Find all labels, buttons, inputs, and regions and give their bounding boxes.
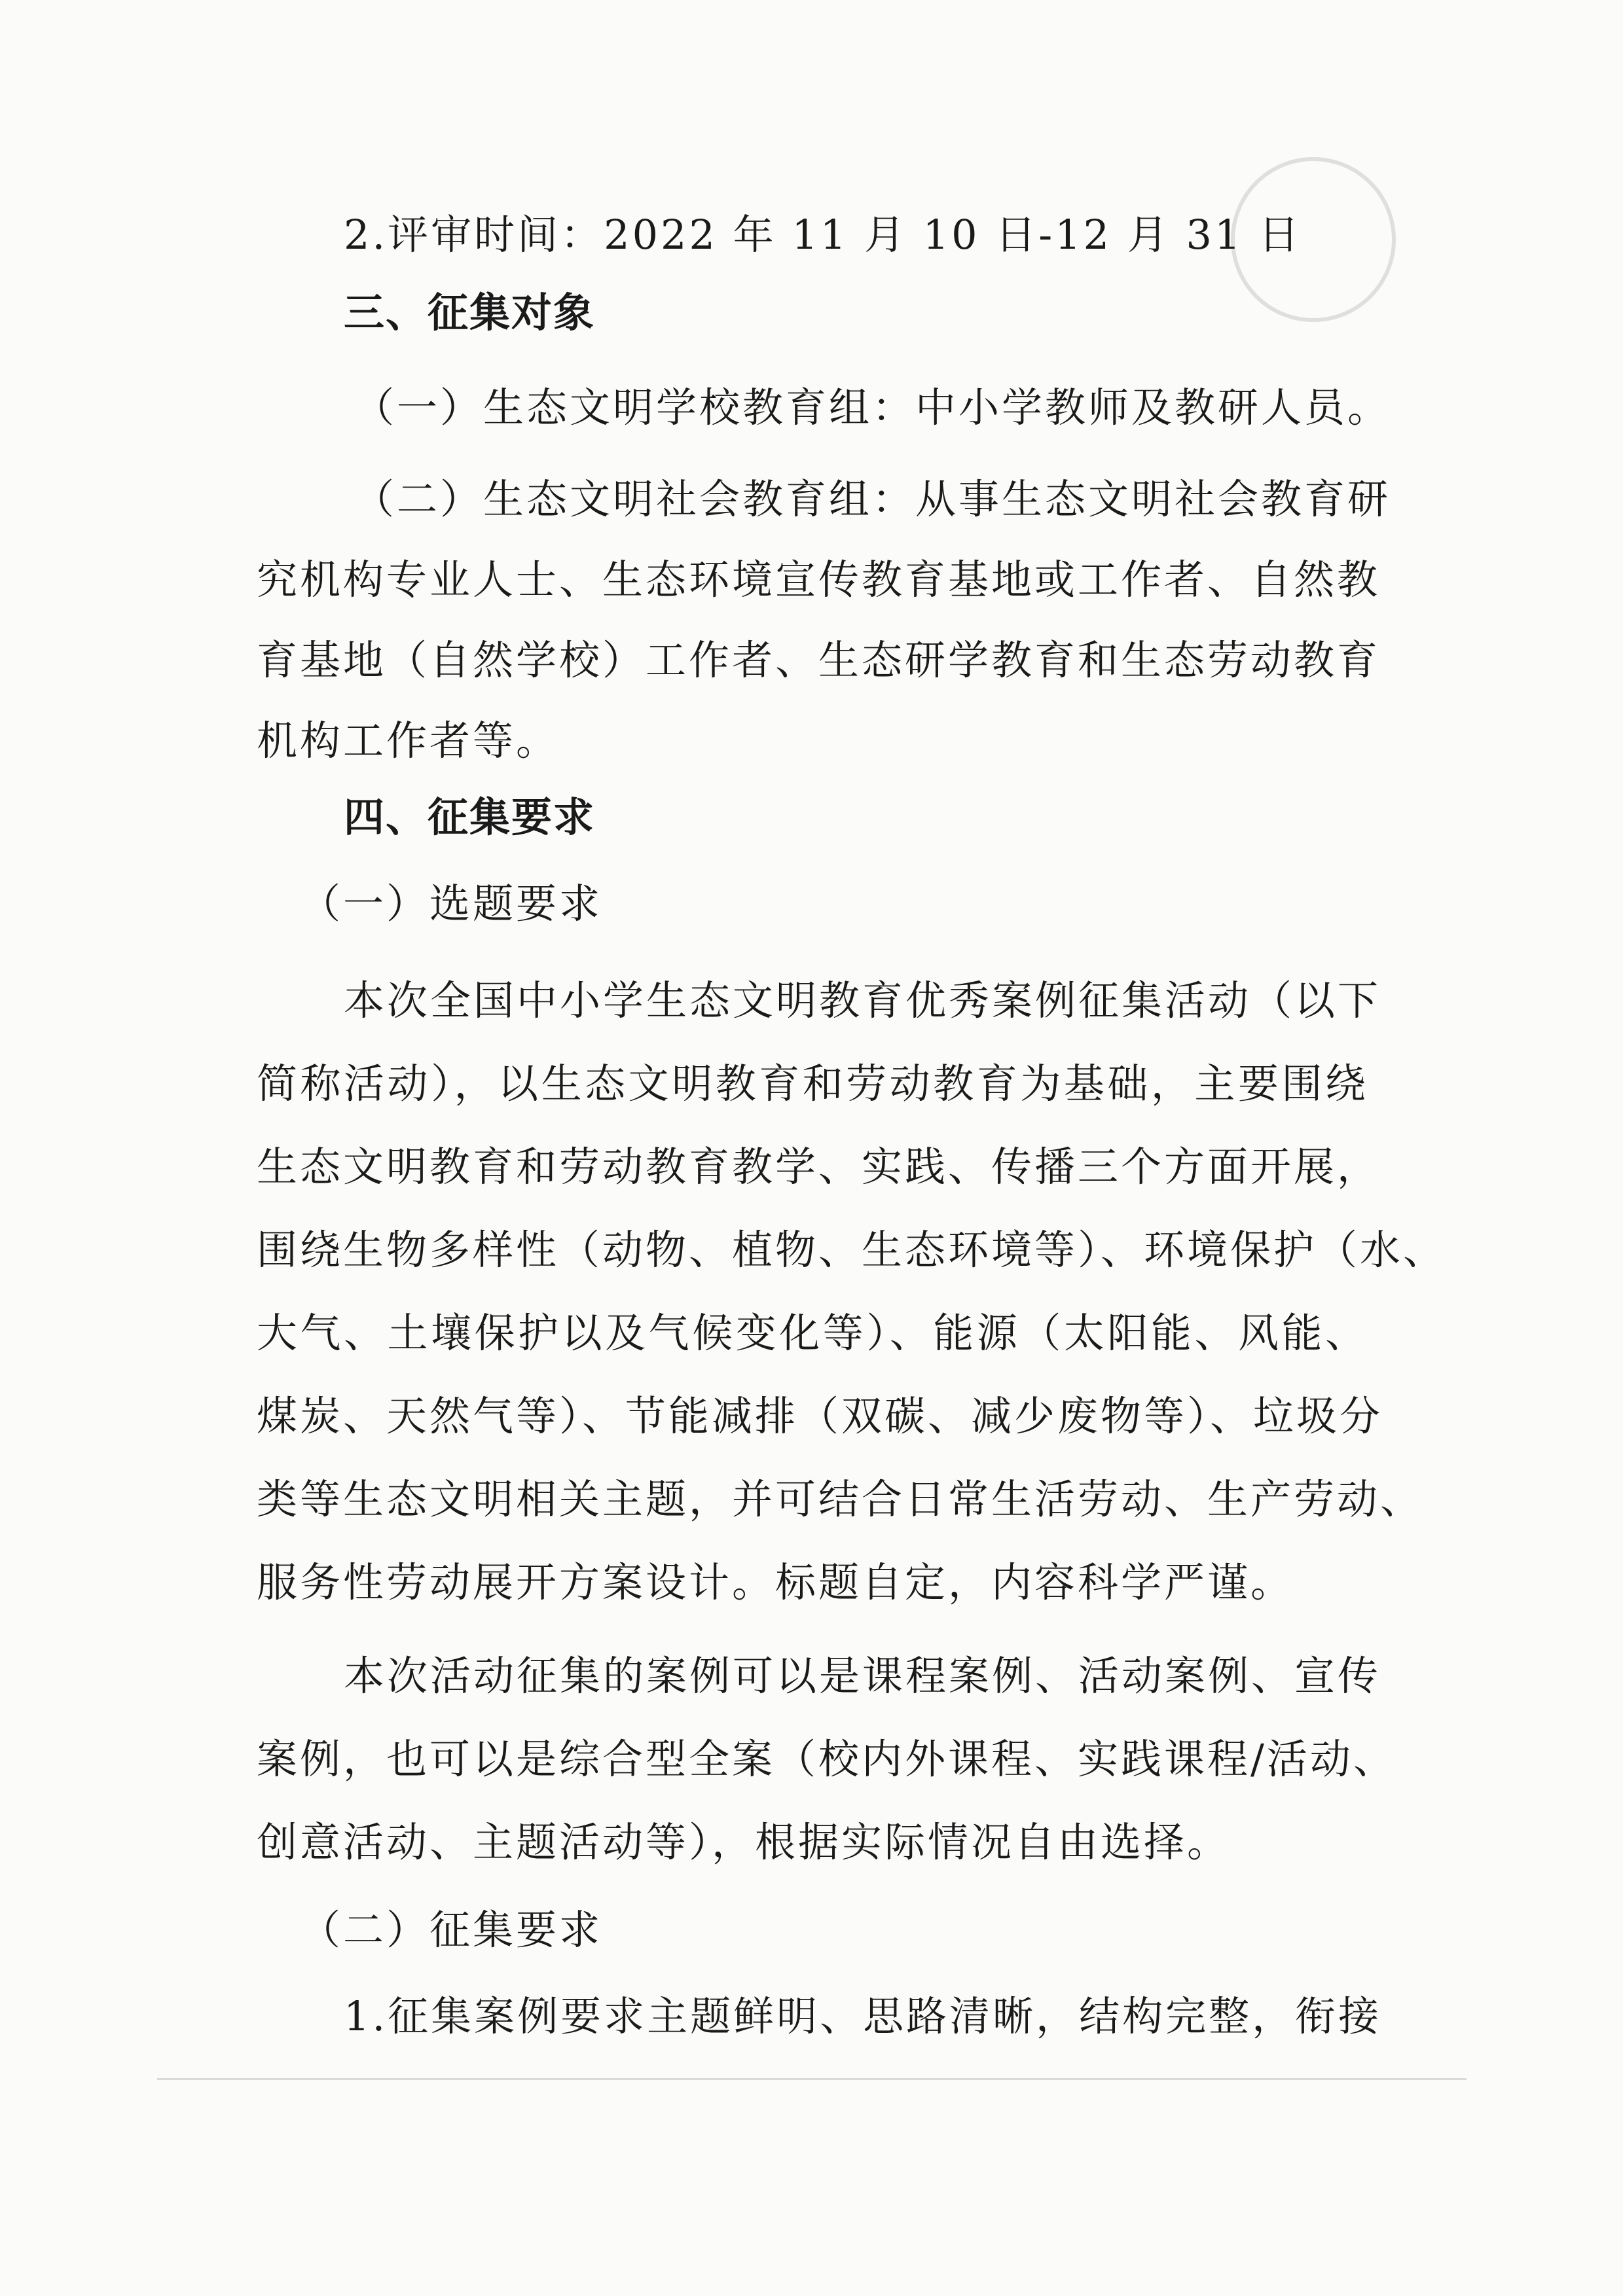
case-types-paragraph-line-1: 本次活动征集的案例可以是课程案例、活动案例、宣传	[344, 1652, 1381, 1700]
case-types-paragraph-line-3: 创意活动、主题活动等），根据实际情况自由选择。	[257, 1818, 1231, 1866]
topic-paragraph-line-4: 围绕生物多样性（动物、植物、生态环境等）、环境保护（水、	[257, 1226, 1447, 1274]
topic-paragraph-line-6: 煤炭、天然气等）、节能减排（双碳、减少废物等）、垃圾分	[257, 1392, 1383, 1440]
subheading-topic-requirements: （一）选题要求	[300, 880, 603, 927]
target-group-school: （一）生态文明学校教育组：中小学教师及教研人员。	[354, 384, 1391, 431]
target-group-social-line-1: （二）生态文明社会教育组：从事生态文明社会教育研	[354, 475, 1391, 523]
target-group-social-line-4: 机构工作者等。	[257, 717, 560, 764]
target-group-social-line-3: 育基地（自然学校）工作者、生态研学教育和生态劳动教育	[257, 636, 1381, 684]
review-time-line: 2.评审时间：2022 年 11 月 10 日-12 月 31 日	[344, 211, 1302, 259]
requirement-item-1: 1.征集案例要求主题鲜明、思路清晰，结构完整，衔接	[344, 1992, 1382, 2040]
topic-paragraph-line-5: 大气、土壤保护以及气候变化等）、能源（太阳能、风能、	[257, 1309, 1368, 1357]
target-group-social-line-2: 究机构专业人士、生态环境宣传教育基地或工作者、自然教	[257, 556, 1381, 603]
section-heading-collection-targets: 三、征集对象	[344, 289, 596, 336]
topic-paragraph-line-8: 服务性劳动展开方案设计。标题自定，内容科学严谨。	[257, 1558, 1294, 1606]
topic-paragraph-line-2: 简称活动），以生态文明教育和劳动教育为基础，主要围绕	[257, 1060, 1368, 1107]
case-types-paragraph-line-2: 案例，也可以是综合型全案（校内外课程、实践课程/活动、	[257, 1735, 1396, 1783]
bleed-through-rule	[157, 2078, 1467, 2080]
section-heading-requirements: 四、征集要求	[344, 793, 596, 841]
topic-paragraph-line-7: 类等生态文明相关主题，并可结合日常生活劳动、生产劳动、	[257, 1475, 1424, 1523]
topic-paragraph-line-1: 本次全国中小学生态文明教育优秀案例征集活动（以下	[344, 977, 1381, 1024]
subheading-collection-requirements: （二）征集要求	[300, 1906, 603, 1954]
topic-paragraph-line-3: 生态文明教育和劳动教育教学、实践、传播三个方面开展，	[257, 1143, 1381, 1191]
